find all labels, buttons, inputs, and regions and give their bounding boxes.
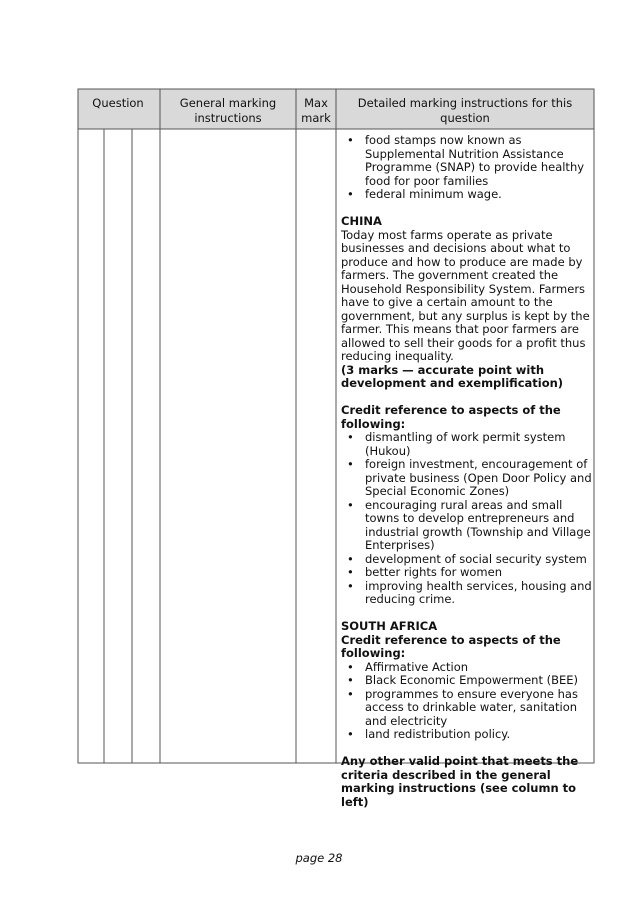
list-item: • development of social security system [341, 553, 593, 567]
south-africa-credit-heading: Credit reference to aspects of the following: [341, 632, 561, 660]
list-item: • federal minimum wage. [341, 188, 593, 202]
header-general-marking: General marking instructions [179, 96, 277, 125]
china-text: Today most farms operate as private businesses and decisions about what to produce and how to produce are made by farmers. The government created the Household Responsibility System. Farmers have to give a certain amount to the government, but any surplus is kept by the farmer. This means that poor farmers are allowed to sell their goods for a profit thus reducing inequality. [341, 227, 590, 363]
continued-bullet-list [341, 134, 593, 202]
south-africa-bullet-list [341, 661, 593, 742]
list-item: • better rights for women [341, 566, 593, 580]
south-africa-heading: SOUTH AFRICA [341, 619, 438, 633]
header-max-mark: Max mark [301, 96, 331, 125]
list-item: • Black Economic Empowerment (BEE) [341, 674, 593, 688]
detailed-marking-cell [341, 134, 593, 809]
list-item: • dismantling of work permit system (Hukou) [341, 431, 593, 458]
china-heading: CHINA [341, 214, 382, 228]
list-item: • land redistribution policy. [341, 728, 593, 742]
china-bullet-list [341, 431, 593, 607]
list-item: • Affirmative Action [341, 661, 593, 675]
list-item: • foreign investment, encouragement of private business (Open Door Policy and Special Economic Zones) [341, 458, 593, 499]
china-marks-note: (3 marks — accurate point with development and exemplification) [341, 362, 564, 390]
page-number: page 28 [295, 851, 343, 865]
china-credit-heading: Credit reference to aspects of the following: [341, 403, 561, 431]
list-item: • food stamps now known as Supplemental Nutrition Assistance Programme (SNAP) to provide healthy food for poor families [341, 134, 593, 188]
header-detailed-marking: Detailed marking instructions for this question [357, 96, 573, 125]
list-item: • programmes to ensure everyone has access to drinkable water, sanitation and electricity [341, 688, 593, 729]
list-item: • encouraging rural areas and small towns to develop entrepreneurs and industrial growth (Township and Village Enterprises) [341, 499, 593, 553]
closing-note: Any other valid point that meets the criteria described in the general marking instructions (see column to left) [341, 754, 579, 809]
list-item: • improving health services, housing and reducing crime. [341, 580, 593, 607]
header-question: Question [92, 96, 144, 110]
